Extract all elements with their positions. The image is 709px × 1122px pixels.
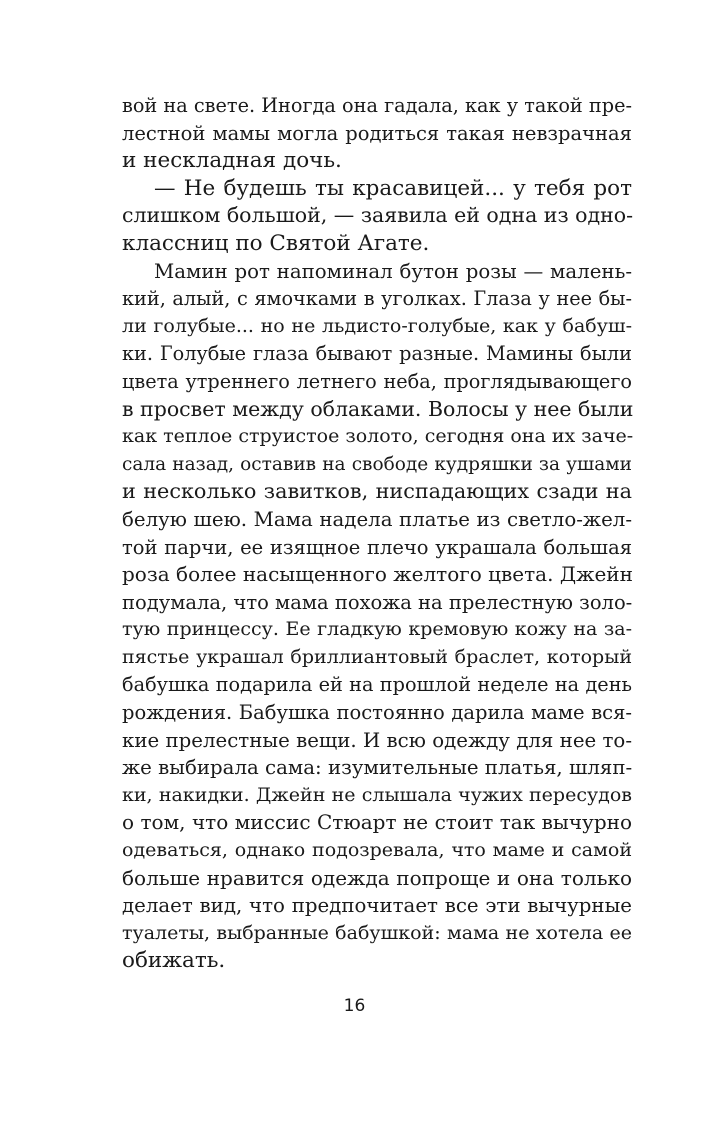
text-line: же выбирала сама: изумительные платья, шляп- [122, 756, 633, 780]
text-line: кий, алый, с ямочками в уголках. Глаза у нее бы- [122, 287, 632, 311]
paragraph [122, 175, 632, 258]
text-line: роза более насыщенного желтого цвета. Джейн [122, 562, 633, 587]
text-line: ли голубые... но не льдисто-голубые, как у бабуш- [122, 314, 632, 337]
text-line: классниц по Святой Агате. [122, 230, 430, 256]
text-line: той парчи, ее изящное плечо украшала большая [122, 535, 632, 559]
text-line: туалеты, выбранные бабушкой: мама не хотела ее [122, 921, 632, 944]
text-line: тую принцессу. Ее гладкую кремовую кожу на за- [122, 618, 632, 641]
text-line: слишком большой, — заявила ей одна из одно- [122, 203, 634, 228]
text-line: кие прелестные вещи. И всю одежду для нее то- [122, 728, 632, 752]
text-line: сала назад, оставив на свободе кудряшки за ушами [122, 453, 632, 475]
paragraph [122, 92, 632, 175]
text-line: белую шею. Мама надела платье из светло-жел- [122, 507, 632, 531]
text-line: пястье украшал бриллиантовый браслет, который [122, 645, 632, 668]
body-text [122, 92, 632, 975]
text-line: как теплое струистое золото, сегодня она их заче- [122, 425, 634, 448]
text-line: о том, что миссис Стюарт не стоит так вычурно [122, 810, 632, 835]
text-line: делает вид, что предпочитает все эти вычурные [122, 894, 632, 918]
text-line: Мамин рот напоминал бутон розы — малень- [154, 259, 632, 283]
text-line: вой на свете. Иногда она гадала, как у такой пре- [122, 94, 632, 117]
text-line: ки. Голубые глаза бывают разные. Мамины были [122, 342, 632, 366]
text-line: в просвет между облаками. Волосы у нее были [122, 396, 634, 421]
text-line: лестной мамы могла родиться такая невзрачная [122, 121, 632, 145]
text-line: ки, накидки. Джейн не слышала чужих пересудов [122, 783, 632, 806]
text-line: рождения. Бабушка постоянно дарила маме вся- [122, 701, 632, 725]
text-line: цвета утреннего летнего неба, проглядывающего [122, 369, 632, 393]
text-line: и нескладная дочь. [122, 148, 342, 174]
text-line: подумала, что мама похожа на прелестную золо- [122, 590, 633, 614]
text-line: и несколько завитков, ниспадающих сзади на [122, 479, 632, 504]
text-line: обижать. [122, 948, 226, 974]
page-number: 16 [343, 996, 366, 1016]
paragraph [122, 258, 632, 975]
text-line: одеваться, однако подозревала, что маме и самой [122, 839, 632, 862]
text-line: — Не будешь ты красавицей... у тебя рот [154, 175, 632, 201]
text-line: бабушка подарила ей на прошлой неделе на день [122, 673, 632, 697]
text-line: больше нравится одежда попроще и она только [122, 865, 632, 890]
